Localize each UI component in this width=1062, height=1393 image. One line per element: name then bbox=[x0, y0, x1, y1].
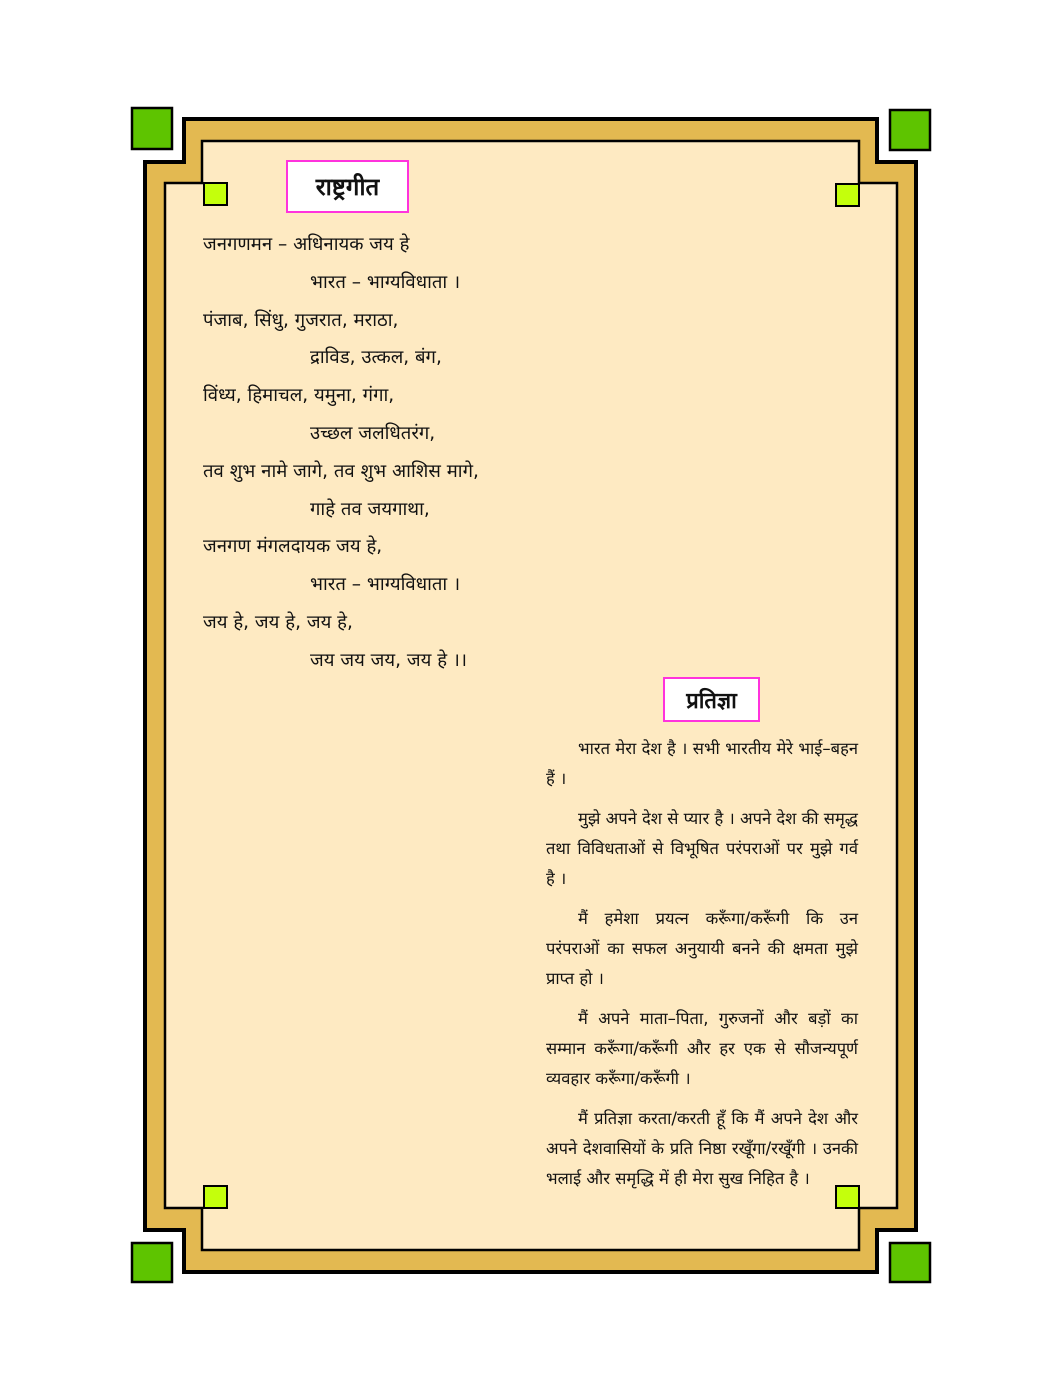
anthem-line: उच्छल जलधितरंग, bbox=[310, 422, 436, 444]
anthem-line: जय हे, जय हे, जय हे, bbox=[203, 611, 353, 633]
pledge-paragraph: मैं हमेशा प्रयत्न करूँगा/करूँगी कि उन परंपराओं का सफल अनुयायी बनने की क्षमता मुझे प्राप्त हो । bbox=[546, 909, 858, 988]
anthem-line: तव शुभ नामे जागे, तव शुभ आशिस मागे, bbox=[203, 460, 479, 482]
corner-square-icon-top-right bbox=[890, 110, 930, 150]
anthem-line: पंजाब, सिंधु, गुजरात, मराठा, bbox=[203, 309, 399, 331]
pledge-paragraph: भारत मेरा देश है । सभी भारतीय मेरे भाई–बहन हैं । bbox=[546, 739, 858, 788]
corner-square-icon-top-left bbox=[132, 108, 172, 149]
anthem-lyrics bbox=[203, 226, 563, 680]
inner-square-icon-top-left bbox=[204, 183, 227, 205]
anthem-line: जनगण मंगलदायक जय हे, bbox=[203, 536, 383, 558]
inner-square-icon-top-right bbox=[836, 184, 859, 206]
anthem-line: भारत – भाग्यविधाता । bbox=[310, 574, 461, 596]
anthem-line: द्राविड, उत्कल, बंग, bbox=[310, 347, 442, 369]
pledge-text bbox=[546, 734, 858, 1204]
pledge-title: प्रतिज्ञा bbox=[663, 677, 760, 722]
anthem-line: विंध्य, हिमाचल, यमुना, गंगा, bbox=[203, 385, 395, 407]
pledge-paragraph: मैं प्रतिज्ञा करता/करती हूँ कि मैं अपने देश और अपने देशवासियों के प्रति निष्ठा रखूँगा/रखूँगी । उनकी भलाई और समृद्धि में ही मेरा सुख निहित है । bbox=[546, 1109, 858, 1188]
anthem-line: गाहे तव जयगाथा, bbox=[310, 498, 430, 520]
pledge-paragraph: मैं अपने माता–पिता, गुरुजनों और बड़ों का सम्मान करूँगा/करूँगी और हर एक से सौजन्यपूर्ण व्यवहार करूँगा/करूँगी । bbox=[546, 1009, 858, 1088]
anthem-line: जय जय जय, जय हे ।। bbox=[310, 649, 467, 671]
anthem-title: राष्ट्रगीत bbox=[286, 160, 409, 213]
corner-square-icon-bottom-right bbox=[890, 1243, 930, 1282]
anthem-line: भारत – भाग्यविधाता । bbox=[310, 271, 461, 293]
inner-square-icon-bottom-left bbox=[204, 1186, 227, 1208]
anthem-line: जनगणमन – अधिनायक जय हे bbox=[203, 234, 410, 255]
pledge-paragraph: मुझे अपने देश से प्यार है । अपने देश की समृद्ध तथा विविधताओं से विभूषित परंपराओं पर मुझे गर्व है । bbox=[546, 809, 858, 888]
corner-square-icon-bottom-left bbox=[132, 1243, 172, 1282]
